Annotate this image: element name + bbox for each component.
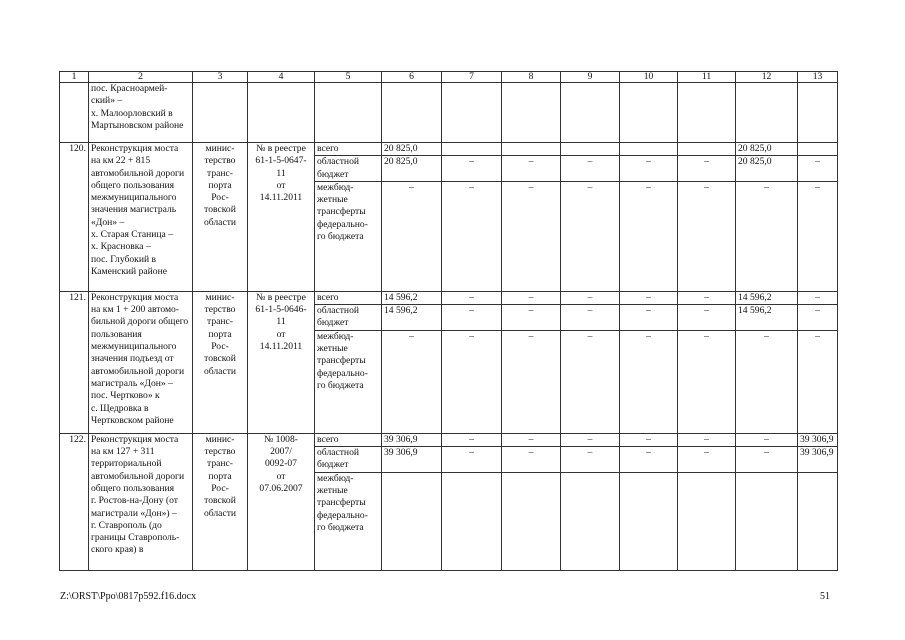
amount-cell: –	[442, 291, 502, 304]
funding-source-label: областной бюджет	[315, 305, 382, 331]
amount-cell: –	[678, 156, 736, 182]
amount-cell: –	[620, 181, 678, 291]
funding-source-label: межбюд- жетные трансферты федерально- го бюджета	[315, 181, 382, 291]
responsible-body: минис- терство транс- порта Рос- товской области	[193, 291, 248, 433]
amount-cell: –	[442, 305, 502, 331]
amount-cell: –	[382, 330, 442, 433]
col-header: 5	[315, 72, 382, 83]
registry-number: № 1008- 2007/ 0092-07 от 07.06.2007	[248, 433, 315, 570]
col-header: 7	[442, 72, 502, 83]
footer-file-path: Z:\ORST\Ppo\0817p592.f16.docx	[60, 591, 197, 602]
amount-cell: –	[736, 330, 798, 433]
amount-cell: –	[502, 447, 561, 473]
amount-cell	[442, 472, 502, 570]
table-row	[60, 433, 838, 446]
funding-source-label: областной бюджет	[315, 447, 382, 473]
amount-cell	[561, 143, 620, 156]
amount-cell: –	[442, 156, 502, 182]
registry-number: № в реестре 61-1-5-0647- 11 от 14.11.2011	[248, 143, 315, 292]
amount-cell: –	[620, 447, 678, 473]
amount-cell: –	[798, 291, 838, 304]
amount-cell: –	[502, 330, 561, 433]
funding-source-label: всего	[315, 291, 382, 304]
amount-cell	[561, 472, 620, 570]
amount-cell: –	[442, 330, 502, 433]
page-number: 51	[820, 591, 830, 602]
amount-cell	[620, 143, 678, 156]
amount-cell: –	[442, 181, 502, 291]
object-name: Реконструкция моста на км 1 + 200 автомо-бильной дороги общего пользования межмуниципального значения подъезд от автомобильной дороги магистраль «Дон» – пос. Чертково» к с. Щедровка в Чертковском районе	[89, 291, 193, 433]
funding-source-label: межбюд- жетные трансферты федерально- го бюджета	[315, 330, 382, 433]
amount-cell	[442, 143, 502, 156]
amount-cell: 20 825,0	[736, 143, 798, 156]
continuation-row	[60, 83, 838, 143]
amount-cell	[678, 472, 736, 570]
amount-cell: 14 596,2	[382, 291, 442, 304]
amount-cell: –	[678, 433, 736, 446]
amount-cell: –	[678, 305, 736, 331]
amount-cell: –	[382, 181, 442, 291]
amount-cell: –	[678, 181, 736, 291]
amount-cell: –	[620, 291, 678, 304]
col-header: 3	[193, 72, 248, 83]
col-header: 12	[736, 72, 798, 83]
amount-cell: –	[620, 433, 678, 446]
amount-cell: 20 825,0	[382, 156, 442, 182]
funding-source-label: межбюд- жетные трансферты федерально- го бюджета	[315, 472, 382, 570]
item-number: 120.	[60, 143, 89, 292]
responsible-body: минис- терство транс- порта Рос- товской области	[193, 143, 248, 292]
amount-cell: 39 306,9	[798, 447, 838, 473]
amount-cell: –	[620, 156, 678, 182]
amount-cell: –	[442, 447, 502, 473]
continued-object-name: пос. Красноармей-ский» – х. Малоорловский в Мартыновском районе	[89, 83, 193, 143]
amount-cell	[678, 143, 736, 156]
amount-cell: –	[620, 330, 678, 433]
amount-cell: –	[502, 305, 561, 331]
amount-cell: –	[561, 447, 620, 473]
registry-number: № в реестре 61-1-5-0646- 11 от 14.11.2011	[248, 291, 315, 433]
responsible-body: минис- терство транс- порта Рос- товской области	[193, 433, 248, 570]
amount-cell: 14 596,2	[382, 305, 442, 331]
amount-cell: –	[798, 156, 838, 182]
table-row	[60, 143, 838, 156]
amount-cell: 14 596,2	[736, 291, 798, 304]
amount-cell: –	[561, 291, 620, 304]
amount-cell: –	[502, 433, 561, 446]
amount-cell: –	[442, 433, 502, 446]
amount-cell: –	[798, 305, 838, 331]
col-header: 6	[382, 72, 442, 83]
amount-cell: –	[798, 330, 838, 433]
amount-cell: –	[561, 433, 620, 446]
amount-cell	[502, 143, 561, 156]
column-number-row	[60, 72, 838, 83]
col-header: 9	[561, 72, 620, 83]
funding-source-label: всего	[315, 433, 382, 446]
amount-cell: 20 825,0	[736, 156, 798, 182]
amount-cell: 14 596,2	[736, 305, 798, 331]
amount-cell: –	[561, 156, 620, 182]
amount-cell: –	[678, 291, 736, 304]
amount-cell: 20 825,0	[382, 143, 442, 156]
amount-cell: –	[502, 156, 561, 182]
amount-cell	[798, 143, 838, 156]
amount-cell	[502, 472, 561, 570]
col-header: 10	[620, 72, 678, 83]
col-header: 13	[798, 72, 838, 83]
amount-cell: –	[620, 305, 678, 331]
amount-cell: –	[502, 291, 561, 304]
col-header: 4	[248, 72, 315, 83]
item-number: 122.	[60, 433, 89, 570]
col-header: 1	[60, 72, 89, 83]
amount-cell: –	[736, 181, 798, 291]
amount-cell: –	[736, 447, 798, 473]
budget-table	[59, 71, 838, 571]
funding-source-label: областной бюджет	[315, 156, 382, 182]
object-name: Реконструкция моста на км 22 + 815 автомобильной дороги общего пользования межмуниципального значения магистраль «Дон» – х. Старая Станица – х. Красновка – пос. Глубокий в Каменский районе	[89, 143, 193, 292]
amount-cell: 39 306,9	[382, 433, 442, 446]
col-header: 8	[502, 72, 561, 83]
item-number: 121.	[60, 291, 89, 433]
amount-cell: –	[561, 330, 620, 433]
amount-cell: –	[561, 181, 620, 291]
amount-cell	[620, 472, 678, 570]
amount-cell: –	[736, 433, 798, 446]
amount-cell	[798, 472, 838, 570]
amount-cell: –	[678, 447, 736, 473]
amount-cell: –	[502, 181, 561, 291]
amount-cell: –	[798, 181, 838, 291]
amount-cell: 39 306,9	[798, 433, 838, 446]
col-header: 2	[89, 72, 193, 83]
funding-source-label: всего	[315, 143, 382, 156]
amount-cell	[382, 472, 442, 570]
amount-cell: –	[678, 330, 736, 433]
table-row	[60, 291, 838, 304]
col-header: 11	[678, 72, 736, 83]
amount-cell	[736, 472, 798, 570]
amount-cell: 39 306,9	[382, 447, 442, 473]
amount-cell: –	[561, 305, 620, 331]
object-name: Реконструкция моста на км 127 + 311 территориальной автомобильной дороги общего пользования г. Ростов-на-Дону (от магистрали «Дон») – г. Ставрополь (до границы Ставрополь-ского края) в	[89, 433, 193, 570]
